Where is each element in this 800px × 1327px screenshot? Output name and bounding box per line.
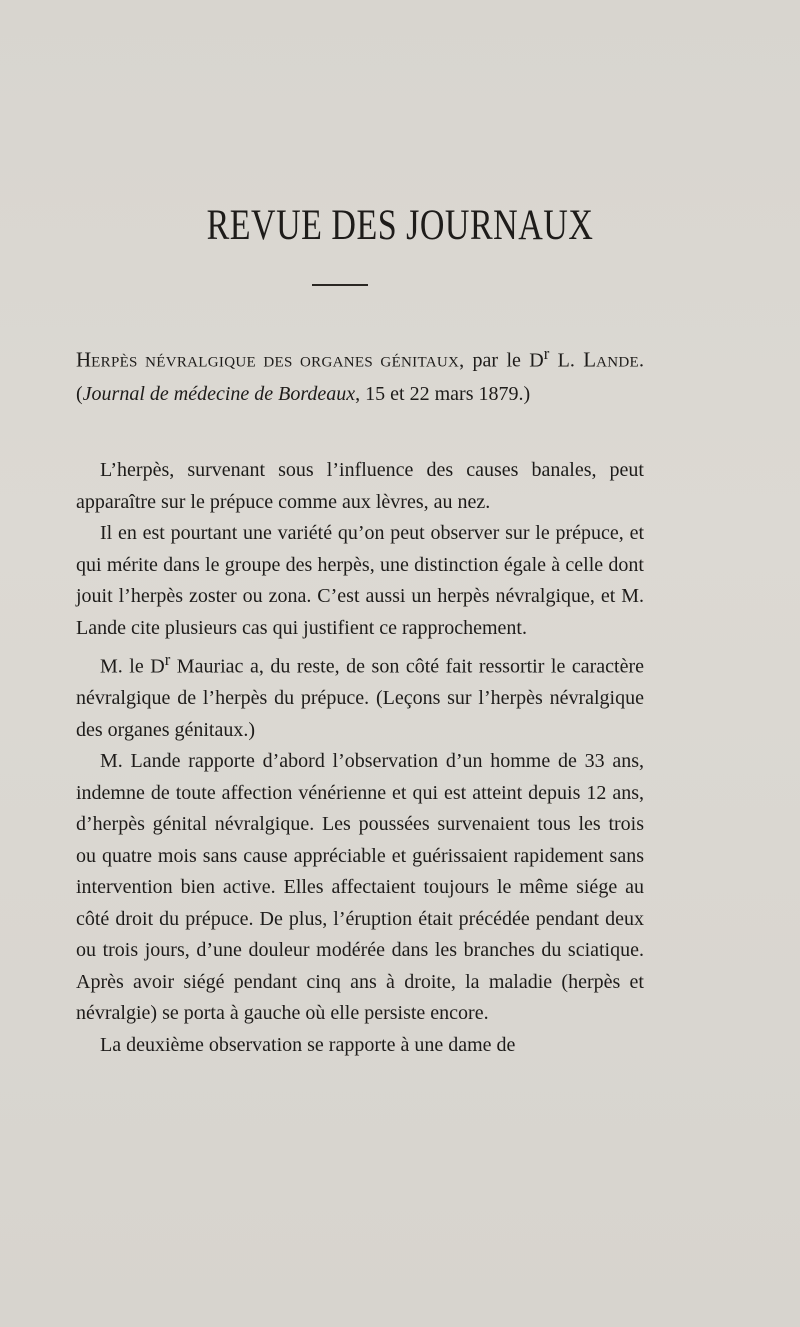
byline-prefix: , par le D xyxy=(459,349,544,372)
paragraph-3 xyxy=(76,644,644,746)
paragraph-3-superscript: r xyxy=(164,650,171,669)
title-rule xyxy=(312,284,368,286)
paragraph-5: La deuxième observation se rapporte à une dame de xyxy=(100,1033,516,1056)
paragraph-2: Il en est pourtant une variété qu’on peut observer sur le prépuce, et qui mérite dans le groupe des herpès, une distinction égale à celle dont jouit l’herpès zoster ou zona. C’est aussi un herpès névralgique, et M. Lande cite plusieurs cas qui justifient ce rapprochement. xyxy=(76,522,644,639)
paragraph-1: L’herpès, survenant sous l’influence des causes banales, peut apparaître sur le prépuce comme aux lèvres, au nez. xyxy=(76,459,644,513)
source-prefix: . ( xyxy=(76,349,644,406)
author-initial: L. xyxy=(549,349,584,372)
byline-superscript: r xyxy=(543,344,550,363)
paragraph-4: M. Lande rapporte d’abord l’observation d’un homme de 33 ans, indemne de toute affection vénérienne et qui est atteint depuis 12 ans, d’herpès génital névralgique. Les poussées survenaient tous les trois ou quatre mois sans cause appréciable et guérissaient rapidement sans intervention bien active. Elles affectaient toujours le même siége au côté droit du prépuce. De plus, l’éruption était précédée pendant deux ou trois jours, d’une douleur modérée dans les branches du sciatique. Après avoir siégé pendant cinq ans à droite, la maladie (herpès et névralgie) se porta à gauche où elle persiste encore. xyxy=(76,750,644,1025)
section-title: REVUE DES JOURNAUX xyxy=(206,202,594,250)
article-header xyxy=(76,338,644,411)
title-initial: H xyxy=(76,347,92,372)
article-title: ERPÈS NÉVRALGIQUE DES ORGANES GÉNITAUX xyxy=(91,354,460,371)
author-name-initial: L xyxy=(583,347,597,372)
author-name: ANDE xyxy=(596,354,639,371)
article-body xyxy=(76,455,644,1061)
source-dates: , 15 et 22 mars 1879.) xyxy=(355,383,531,406)
paragraph-3-lead: M. le D xyxy=(100,655,165,678)
paragraph-3-rest: Mauriac a, du reste, de son côté fait ressortir le caractère névralgique de l’herpès du prépuce. (Leçons sur l’herpès névralgique des organes génitaux.) xyxy=(76,655,644,741)
journal-title: Journal de médecine de Bordeaux xyxy=(82,383,356,406)
